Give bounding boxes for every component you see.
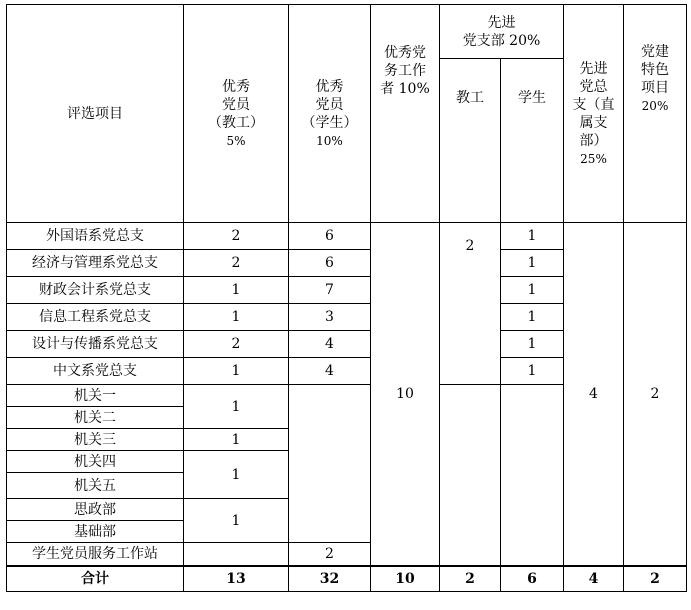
header-advanced-general-branch-pct: 25% [580,151,607,166]
total-special-project: 2 [624,566,687,592]
row-branch-student-value: 1 [501,223,564,250]
row-name: 基础部 [7,521,184,543]
special-project-merged: 2 [624,223,687,566]
branch-teacher-merged: 2 [440,223,501,385]
header-excellent-teacher-pct: 5% [226,133,246,148]
row-name: 外国语系党总支 [7,223,184,250]
row-teacher-value: 2 [184,223,289,250]
row-name: 学生党员服务工作站 [7,543,184,566]
row-name: 机关二 [7,407,184,429]
header-party-worker-name: 优秀党 务工作 者 10% [380,44,430,97]
header-special-project [624,5,687,223]
row-student-value: 6 [289,250,371,277]
header-advanced-branch-name: 先进 党支部 20% [462,14,541,49]
row-name: 信息工程系党总支 [7,304,184,331]
row-name: 机关一 [7,385,184,407]
student-empty-merged [289,385,371,543]
sizheng-jichu-teacher-merged: 1 [184,499,289,543]
row-name: 中文系党总支 [7,358,184,385]
total-student: 32 [289,566,371,592]
branch-student-empty [501,385,564,566]
row-name: 财政会计系党总支 [7,277,184,304]
header-item: 评选项目 [7,5,184,223]
row-name: 经济与管理系党总支 [7,250,184,277]
jiguan45-teacher-merged: 1 [184,451,289,499]
total-branch-teacher: 2 [440,566,501,592]
header-party-worker [371,5,440,223]
header-excellent-teacher-name: 优秀 党员 （教工） [208,78,264,131]
row-student-value: 3 [289,304,371,331]
party-worker-merged: 10 [371,223,440,566]
header-excellent-student [289,5,371,223]
header-special-project-name: 党建 特色 项目 [641,43,670,96]
row-teacher-value: 1 [184,304,289,331]
row-teacher-value: 2 [184,331,289,358]
row-student-value: 7 [289,277,371,304]
row-student-value: 4 [289,358,371,385]
row-branch-student-value: 1 [501,358,564,385]
total-teacher: 13 [184,566,289,592]
general-branch-merged: 4 [564,223,624,566]
row-teacher-empty [184,543,289,566]
branch-teacher-empty [440,385,501,566]
row-branch-student-value: 1 [501,277,564,304]
row-student-value: 6 [289,223,371,250]
total-general-branch: 4 [564,566,624,592]
row-name: 机关五 [7,473,184,499]
header-excellent-teacher [184,5,289,223]
header-special-project-pct: 20% [641,98,669,113]
row-name: 思政部 [7,499,184,521]
row-branch-student-value: 1 [501,250,564,277]
header-advanced-branch [440,5,564,59]
row-branch-student-value: 1 [501,304,564,331]
row-student-value: 4 [289,331,371,358]
header-advanced-general-branch-name: 先进 党总 支（直 属支 部） [572,60,615,149]
row-teacher-value: 2 [184,250,289,277]
row-name: 机关四 [7,451,184,473]
row-name: 设计与传播系党总支 [7,331,184,358]
total-branch-student: 6 [501,566,564,592]
header-branch-student: 学生 [501,59,564,223]
total-label: 合计 [7,566,184,592]
header-excellent-student-pct: 10% [316,133,343,148]
jiguan3-teacher: 1 [184,429,289,451]
row-teacher-value: 1 [184,277,289,304]
row-branch-student-value: 1 [501,331,564,358]
header-branch-teacher: 教工 [440,59,501,223]
total-party-worker: 10 [371,566,440,592]
jiguan12-teacher-merged: 1 [184,385,289,429]
row-student-value: 2 [289,543,371,566]
row-name: 机关三 [7,429,184,451]
award-allocation-table [6,4,687,592]
header-excellent-student-name: 优秀 党员 （学生） [301,78,358,131]
header-advanced-general-branch [564,5,624,223]
row-teacher-value: 1 [184,358,289,385]
